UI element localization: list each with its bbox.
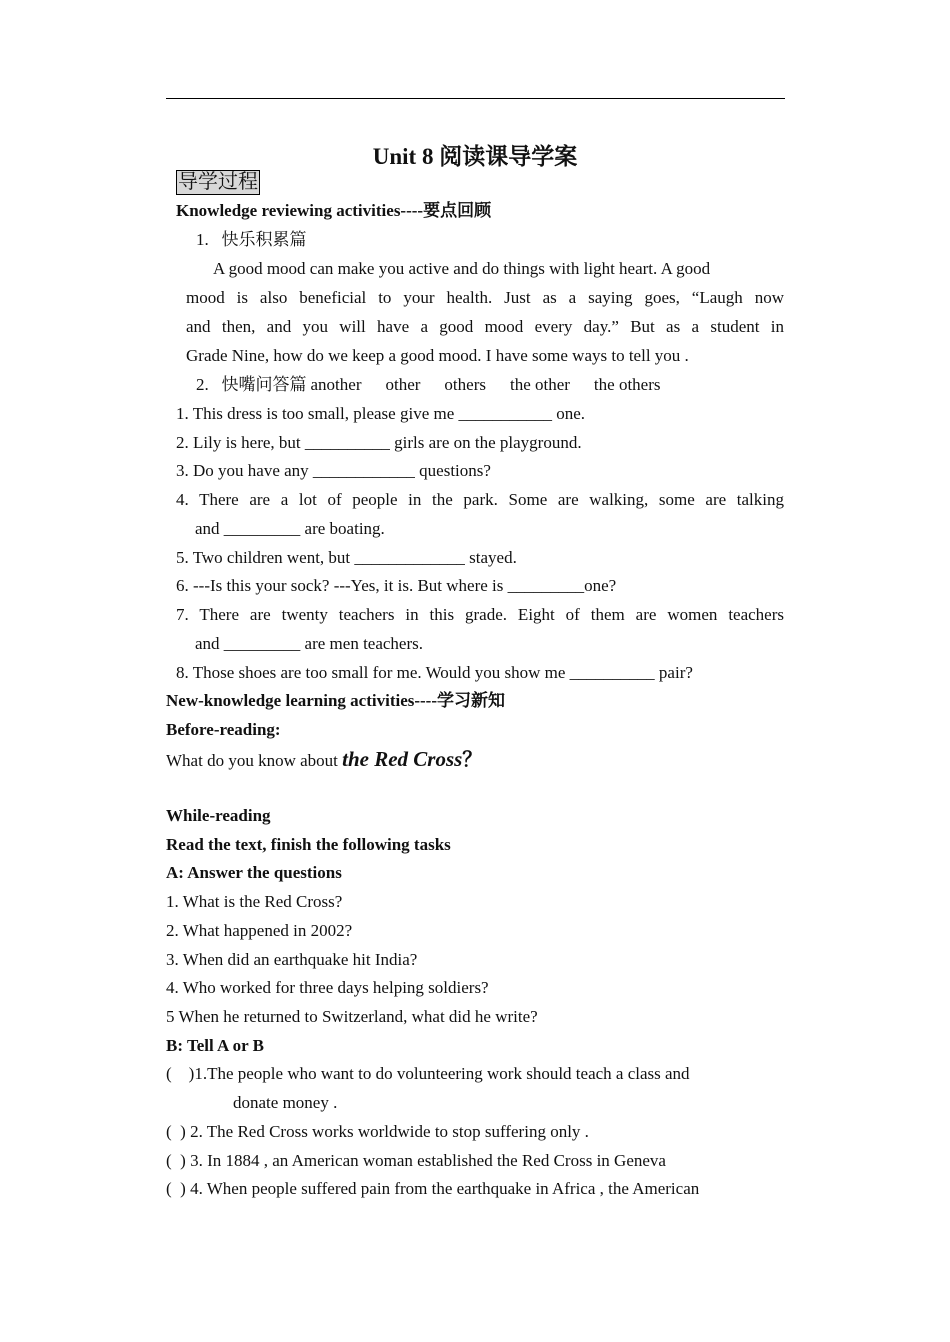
paragraph-line: mood is also beneficial to your health. Just as a saying goes, “Laugh now xyxy=(186,288,784,307)
quiz-item-continued: and _________ are men teachers. xyxy=(195,634,423,653)
quiz-item: 8. Those shoes are too small for me. Would you show me __________ pair? xyxy=(176,663,693,682)
a-question: 1. What is the Red Cross? xyxy=(166,892,343,911)
b-item: ( ) 2. The Red Cross works worldwide to stop suffering only . xyxy=(166,1122,589,1141)
section-box-label: 导学过程 xyxy=(178,171,258,193)
part2-label: 2. 快嘴问答篇 xyxy=(196,375,307,394)
option-word: other xyxy=(385,375,421,394)
while-reading-heading: While-reading xyxy=(166,806,271,825)
b-item: ( ) 3. In 1884 , an American woman established the Red Cross in Geneva xyxy=(166,1151,666,1170)
section-b-heading: B: Tell A or B xyxy=(166,1036,264,1055)
page-title: Unit 8 阅读课导学案 xyxy=(372,144,578,169)
quiz-item: 1. This dress is too small, please give me ___________ one. xyxy=(176,404,586,423)
task-heading: Read the text, finish the following tasks xyxy=(166,835,451,854)
paragraph-line: and then, and you will have a good mood every day.” But as a student in xyxy=(186,317,784,336)
question-mark: ？ xyxy=(462,749,483,771)
question-prefix: What do you know about xyxy=(166,751,343,770)
a-question: 4. Who worked for three days helping soldiers? xyxy=(166,978,489,997)
quiz-item-continued: and _________ are boating. xyxy=(195,519,385,538)
knowledge-heading: Knowledge reviewing activities----要点回顾 xyxy=(176,201,492,220)
new-knowledge-heading: New-knowledge learning activities----学习新知 xyxy=(166,691,506,710)
option-word: another xyxy=(310,375,362,394)
quiz-item: 5. Two children went, but _____________ stayed. xyxy=(176,548,517,567)
a-question: 2. What happened in 2002? xyxy=(166,921,353,940)
before-reading-heading: Before-reading: xyxy=(166,720,281,739)
a-question: 3. When did an earthquake hit India? xyxy=(166,950,418,969)
part1-label: 1. 快乐积累篇 xyxy=(196,230,307,249)
part2-line xyxy=(196,370,685,399)
quiz-item: 4. There are a lot of people in the park. Some are walking, some are talking xyxy=(176,490,784,509)
quiz-item: 6. ---Is this your sock? ---Yes, it is. But where is _________one? xyxy=(176,576,617,595)
section-a-heading: A: Answer the questions xyxy=(166,863,342,882)
b-item-continued: donate money . xyxy=(233,1093,338,1112)
paragraph-line: Grade Nine, how do we keep a good mood. I have some ways to tell you . xyxy=(186,346,689,365)
b-item: ( )1.The people who want to do volunteering work should teach a class and xyxy=(166,1064,690,1083)
paragraph-line: A good mood can make you active and do things with light heart. A good xyxy=(213,259,711,278)
b-item: ( ) 4. When people suffered pain from the earthquake in Africa , the American xyxy=(166,1179,700,1198)
quiz-item: 2. Lily is here, but __________ girls are on the playground. xyxy=(176,433,582,452)
before-reading-question xyxy=(166,745,482,775)
quiz-item: 7. There are twenty teachers in this grade. Eight of them are women teachers xyxy=(176,605,784,624)
option-word: the other xyxy=(509,375,570,394)
a-question: 5 When he returned to Switzerland, what did he write? xyxy=(166,1007,538,1026)
header-rule xyxy=(166,98,785,99)
option-word: the others xyxy=(593,375,661,394)
option-word: others xyxy=(444,375,486,394)
question-emphasis: the Red Cross xyxy=(342,747,463,771)
quiz-item: 3. Do you have any ____________ questions? xyxy=(176,461,491,480)
